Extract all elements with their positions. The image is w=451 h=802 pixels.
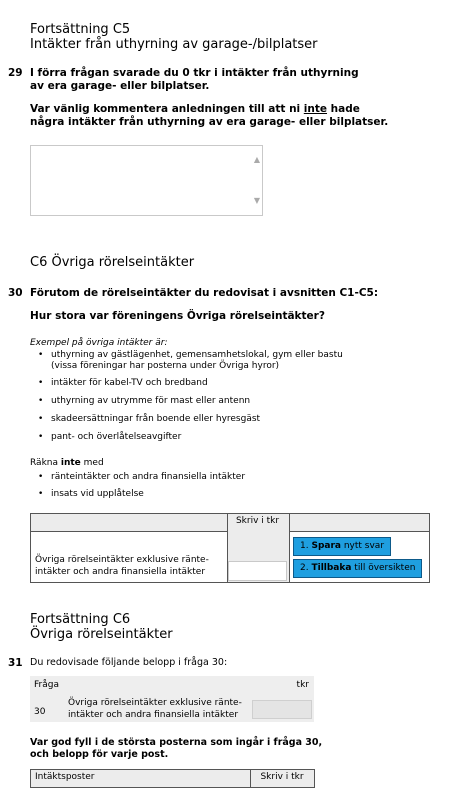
save-button[interactable]: 1. Spara nytt svar [293,537,391,556]
question-30-subquestion: Hur stora var föreningens Övriga rörelseintäkter? [30,310,325,322]
question-29-text [30,67,440,92]
summary-col-unit: tkr [296,680,309,690]
list-item: • uthyrning av gästlägenhet, gemensamhetslokal, gym eller bastu (vissa föreningar har posterna under Övriga hyror) [38,350,343,371]
items-table-header [30,769,315,788]
scroll-down-icon[interactable]: ▼ [253,196,260,205]
summary-row-label: Övriga rörelseintäkter exklusive ränte- intäkter och andra finansiella intäkter [68,698,242,720]
summary-row-number: 30 [34,707,46,717]
amount-input[interactable] [228,561,287,581]
list-item: • uthyrning av utrymme för mast eller antenn [38,396,251,406]
question-29-line2: av era garage- eller bilplatser. [30,79,210,92]
back-button[interactable]: 2. Tillbaka till översikten [293,559,422,578]
section-c6-cont-subtitle: Övriga rörelseintäkter [30,627,173,642]
question-31-text: Du redovisade följande belopp i fråga 30: [30,657,228,668]
section-c5-subtitle: Intäkter från uthyrning av garage-/bilplatser [30,37,318,52]
question-29-line1: I förra frågan svarade du 0 tkr i intäkter från uthyrning [30,67,359,79]
section-c6-cont-title: Fortsättning C6 [30,612,131,627]
question-number-30: 30 [8,287,23,299]
list-item: • intäkter för kabel-TV och bredband [38,378,208,388]
list-item: • pant- och överlåtelseavgifter [38,432,182,442]
comment-line2: några intäkter från uthyrning av era garage- eller bilplatser. [30,115,389,128]
examples-list [30,350,430,450]
summary-value [252,700,312,719]
comment-textarea[interactable] [30,145,263,216]
exclude-intro: Räkna inte med [30,458,104,468]
comment-underlined: inte [303,103,328,115]
summary-col-question: Fråga [34,680,59,690]
col-header-items: Intäktsposter [35,772,95,782]
summary-table [30,676,314,722]
row-label: Övriga rörelseintäkter exklusive ränte- intäkter och andra finansiella intäkter [35,555,209,577]
section-c5-title: Fortsättning C5 [30,22,131,37]
exclusions-list [30,472,430,506]
col-header-amount: Skriv i tkr [260,772,304,782]
question-number-31: 31 [8,657,23,669]
answer-table [30,513,430,583]
examples-intro: Exempel på övriga intäkter är: [30,338,168,348]
section-c6-title: C6 Övriga rörelseintäkter [30,255,195,270]
list-item: • ränteintäkter och andra finansiella intäkter [38,472,246,482]
scroll-up-icon[interactable]: ▲ [253,155,260,164]
list-item: • skadeersättningar från boende eller hyresgäst [38,414,261,424]
comment-pre: Var vänlig kommentera anledningen till att ni [30,103,304,115]
question-31-instruction: Var god fyll i de största posterna som ingår i fråga 30, och belopp för varje post. [30,737,323,760]
question-number-29: 29 [8,67,23,79]
list-item: • insats vid upplåtelse [38,489,144,499]
comment-post: hade [327,103,360,115]
question-29-comment-prompt [30,103,445,128]
question-30-text: Förutom de rörelseintäkter du redovisat i avsnitten C1-C5: [30,287,379,299]
col-header-tkr: Skriv i tkr [235,516,280,526]
